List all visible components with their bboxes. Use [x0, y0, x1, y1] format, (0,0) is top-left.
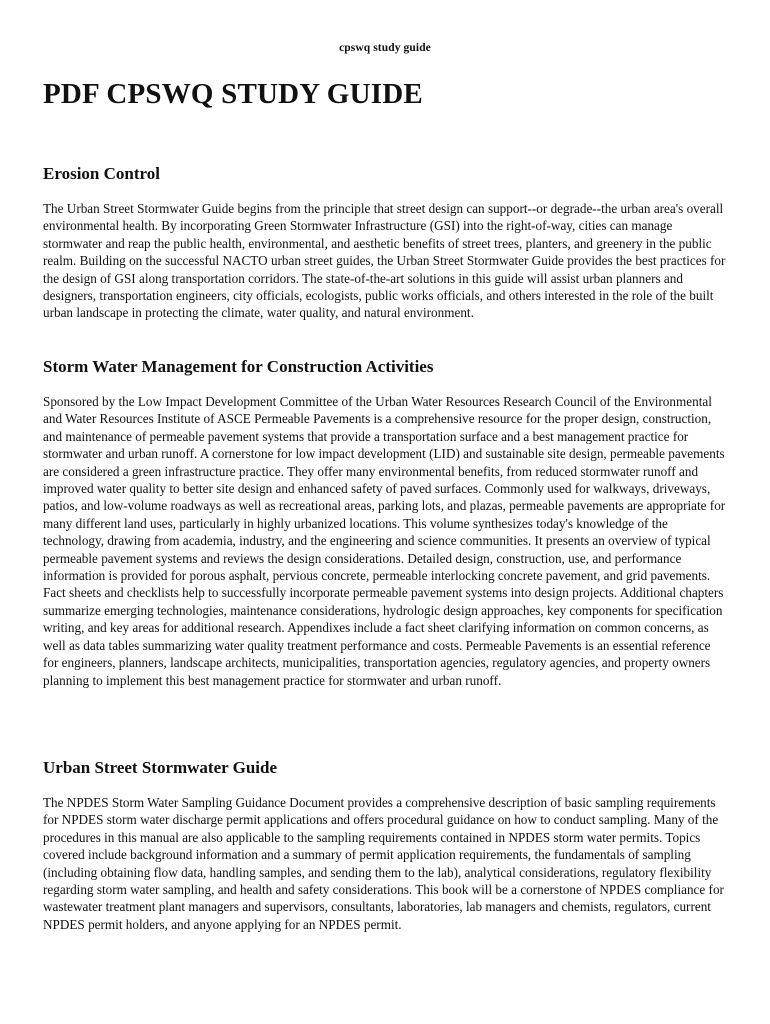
section-body-urban-street-stormwater-guide: The NPDES Storm Water Sampling Guidance Document provides a comprehensive description of basic sampling requirements for NPDES storm water discharge permit applications and offers procedural guidance on how to conduct sampling. Many of the procedures in this manual are also applicable to the sampling requirements contained in NPDES storm water permits. Topics covered include background information and a summary of permit application requirements, the fundamentals of sampling (including obtaining flow data, handling samples, and sending them to the lab), analytical considerations, regulatory flexibility regarding storm water sampling, and health and safety considerations. This book will be a cornerstone of NPDES compliance for wastewater treatment plant managers and supervisors, consultants, laboratories, lab managers and chemists, regulators, current NPDES permit holders, and anyone applying for an NPDES permit.	[43, 795, 724, 932]
section-body-storm-water-management: Sponsored by the Low Impact Development Committee of the Urban Water Resources Research Council of the Environmental and Water Resources Institute of ASCE Permeable Pavements is a comprehensive resource for the proper design, construction, and maintenance of permeable pavement systems that provide a transportation surface and a best management practice for stormwater and urban runoff. A cornerstone for low impact development (LID) and sustainable site design, permeable pavements are considered a green infrastructure practice. They offer many environmental benefits, from reduced stormwater runoff and improved water quality to better site design and enhanced safety of paved surfaces. Commonly used for walkways, driveways, patios, and low-volume roadways as well as recreational areas, parking lots, and plazas, permeable pavements are appropriate for many different land uses, particularly in highly urbanized locations. This volume synthesizes today's knowledge of the technology, drawing from academia, industry, and the engineering and science communities. It presents an overview of typical permeable pavement systems and reviews the design considerations. Detailed design, construction, use, and performance information is provided for porous asphalt, pervious concrete, permeable interlocking concrete pavement, and grid pavements. Fact sheets and checklists help to successfully incorporate permeable pavement systems into design projects. Additional chapters summarize emerging technologies, maintenance considerations, hydrologic design approaches, key components for specification writing, and key areas for additional research. Appendixes include a fact sheet clarifying information on common concerns, as well as data tables summarizing water quality treatment performance and costs. Permeable Pavements is an essential reference for engineers, planners, landscape architects, municipalities, transportation agencies, regulatory agencies, and property owners planning to implement this best management practice for stormwater and urban runoff.	[43, 394, 726, 688]
section-heading-urban-street-stormwater-guide: Urban Street Stormwater Guide	[43, 758, 278, 777]
section-body-erosion-control: The Urban Street Stormwater Guide begins from the principle that street design can support--or degrade--the urban area's overall environmental health. By incorporating Green Stormwater Infrastructure (GSI) into the right-of-way, cities can manage stormwater and reap the public health, environmental, and aesthetic benefits of street trees, planters, and greenery in the public realm. Building on the successful NACTO urban street guides, the Urban Street Stormwater Guide provides the best practices for the design of GSI along transportation corridors. The state-of-the-art solutions in this guide will assist urban planners and designers, transportation engineers, city officials, ecologists, public works officials, and others interested in the role of the built urban landscape in protecting the climate, water quality, and natural environment.	[43, 201, 726, 321]
running-header: cpswq study guide	[339, 42, 431, 54]
document-title: PDF CPSWQ STUDY GUIDE	[43, 78, 423, 110]
section-heading-storm-water-management: Storm Water Management for Construction Activities	[43, 357, 434, 376]
section-heading-erosion-control: Erosion Control	[43, 164, 160, 183]
